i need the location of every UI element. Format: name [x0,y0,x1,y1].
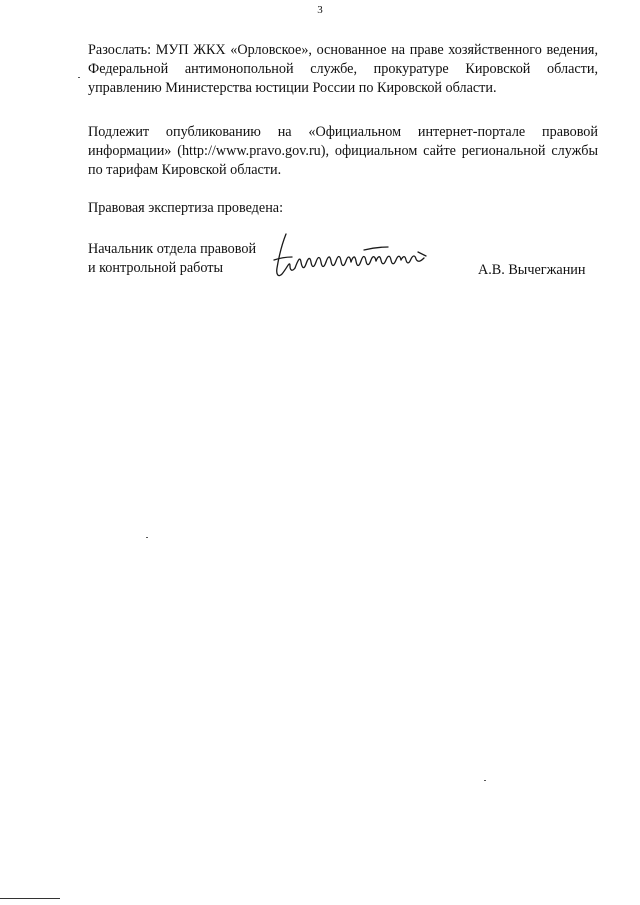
scan-speck [146,537,148,538]
signatory-position-line-2: и контрольной работы [88,260,223,276]
signatory-position-line-1: Начальник отдела правовой [88,241,257,257]
handwritten-signature [268,230,438,286]
signature-block [88,240,608,300]
scan-speck [78,77,80,78]
signatory-name: А.В. Вычегжанин [478,262,586,278]
legal-expertise-line: Правовая экспертиза проведена: [88,200,284,216]
page-number: 3 [317,4,323,16]
distribution-paragraph: Разослать: МУП ЖКХ «Орловское», основанное на праве хозяйственного ведения, Федеральной антимонопольной службе, прокуратуре Кировской области, управлению Министерства юстиции России по Кировской области. [88,42,598,96]
footer-rule [0,898,60,899]
signatory-position [88,240,256,278]
scan-speck [484,780,486,781]
publication-paragraph: Подлежит опубликованию на «Официальном интернет-портале правовой информации» (http://www.pravo.gov.ru), официальном сайте региональной службы по тарифам Кировской области. [88,124,598,178]
